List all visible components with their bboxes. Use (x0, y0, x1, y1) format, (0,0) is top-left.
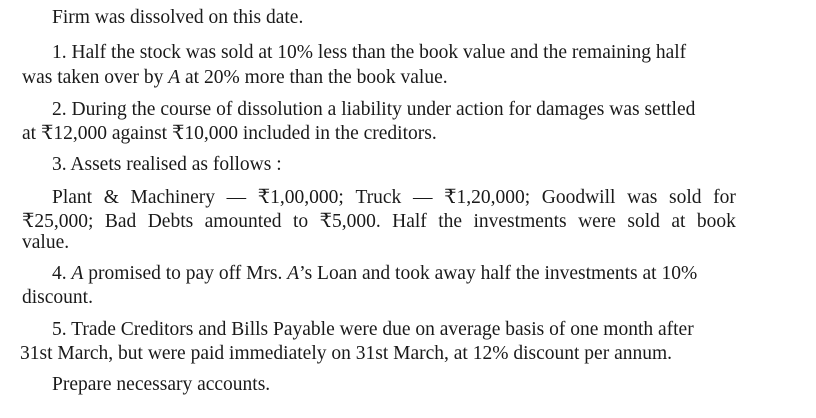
word: & (103, 187, 119, 208)
word: — (412, 187, 433, 208)
word: Half (392, 211, 427, 232)
closing-instruction: Prepare necessary accounts. (52, 374, 271, 395)
word: — (226, 187, 247, 208)
word: amounted (204, 211, 282, 232)
item-5-line-2: 31st March, but were paid immediately on 31st March, at 12% discount per annum. (20, 343, 673, 364)
intro-line: Firm was dissolved on this date. (52, 7, 304, 28)
text-segment: was taken over by (22, 67, 169, 88)
item-3-line-2 (52, 186, 736, 210)
word: sold (627, 211, 660, 232)
word: Goodwill (541, 187, 616, 208)
partner-a-name: A (71, 263, 84, 284)
word: ₹5,000. (319, 211, 381, 232)
word: at (671, 211, 686, 232)
item-1-line-1: 1. Half the stock was sold at 10% less than the book value and the remaining half (52, 42, 687, 63)
word: Machinery (130, 187, 215, 208)
word: for (713, 187, 736, 208)
text-segment: at 20% more than the book value. (180, 67, 448, 88)
item-5-line-1: 5. Trade Creditors and Bills Payable were due on average basis of one month after (52, 319, 694, 340)
item-2-line-2: at ₹12,000 against ₹10,000 included in the creditors. (22, 123, 437, 144)
item-3-line-3 (22, 210, 736, 234)
partner-a-name: A (168, 67, 181, 88)
word: ₹1,00,000; (257, 187, 344, 208)
word: Debts (147, 211, 194, 232)
word: sold (669, 187, 702, 208)
word: ₹25,000; (22, 211, 94, 232)
item-1-line-2 (22, 66, 448, 90)
text-segment: ’s Loan and took away half the investments at 10% (299, 263, 698, 284)
word: book (696, 211, 736, 232)
word: investments (473, 211, 567, 232)
word: Bad (104, 211, 137, 232)
word: was (627, 187, 658, 208)
item-4-line-1 (52, 262, 697, 286)
word: were (578, 211, 616, 232)
word: Plant (52, 187, 93, 208)
text-segment: 4. (52, 263, 72, 284)
item-3-line-4: value. (22, 232, 70, 253)
word: Truck (355, 187, 402, 208)
item-2-line-1: 2. During the course of dissolution a liability under action for damages was settled (52, 99, 696, 120)
word: to (292, 211, 309, 232)
text-segment: promised to pay off Mrs. (83, 263, 288, 284)
word: the (438, 211, 463, 232)
partner-a-name: A (287, 263, 300, 284)
item-4-line-2: discount. (22, 287, 93, 308)
item-3-line-1: 3. Assets realised as follows : (52, 154, 282, 175)
word: ₹1,20,000; (444, 187, 531, 208)
